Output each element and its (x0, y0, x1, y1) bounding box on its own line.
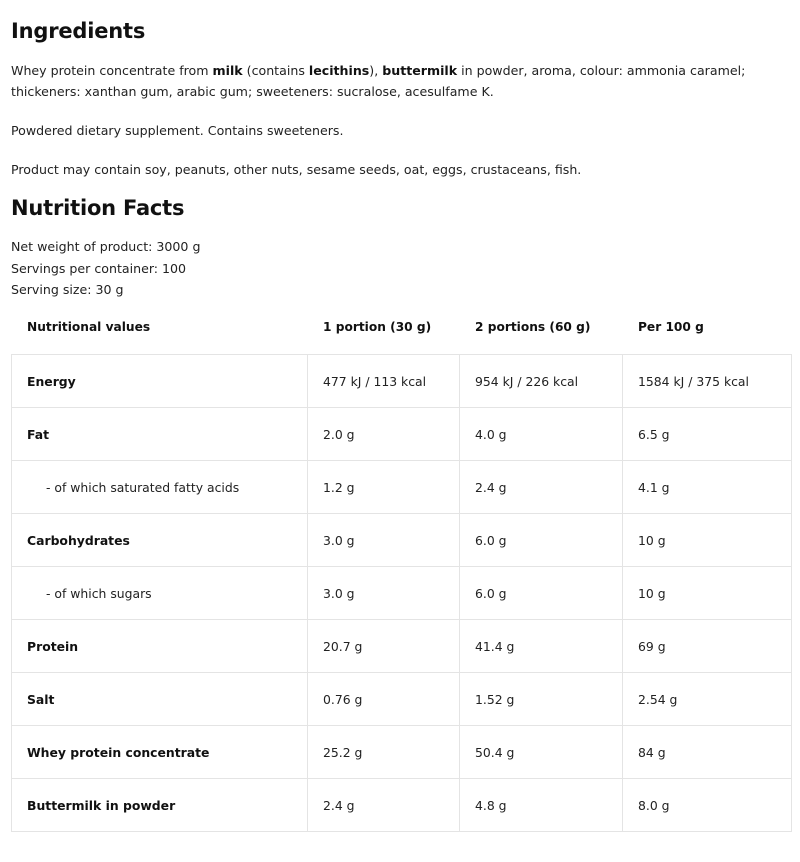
ingredient-highlight: buttermilk (382, 63, 458, 78)
nutrient-name: Carbohydrates (12, 514, 308, 567)
nutrient-value: 69 g (623, 620, 792, 673)
nutrient-value: 477 kJ / 113 kcal (308, 355, 460, 408)
table-row (12, 673, 792, 726)
nutrient-value: 6.0 g (460, 567, 623, 620)
nutrient-value: 954 kJ / 226 kcal (460, 355, 623, 408)
nutrient-value: 2.0 g (308, 408, 460, 461)
nutrient-value: 6.5 g (623, 408, 792, 461)
nutrient-name: - of which saturated fatty acids (12, 461, 308, 514)
nutrient-value: 1.2 g (308, 461, 460, 514)
nutrient-value: 4.0 g (460, 408, 623, 461)
ingredient-text: ), (369, 63, 383, 78)
ingredient-text: Whey protein concentrate from (11, 63, 213, 78)
nutrient-name: - of which sugars (12, 567, 308, 620)
nutrient-value: 3.0 g (308, 514, 460, 567)
table-row (12, 567, 792, 620)
nutrient-name: Protein (12, 620, 308, 673)
nutrient-name: Energy (12, 355, 308, 408)
ingredient-text: in powder, aroma, colour: ammonia caramel; thickeners: xanthan gum, arabic gum; sweeteners: sucralose, acesulfame K. (11, 63, 746, 99)
nutrient-value: 25.2 g (308, 726, 460, 779)
nutrient-value: 10 g (623, 514, 792, 567)
nutrition-facts-heading: Nutrition Facts (11, 196, 185, 220)
nutrient-value: 6.0 g (460, 514, 623, 567)
nutrient-value: 84 g (623, 726, 792, 779)
table-row (12, 514, 792, 567)
table-row (12, 726, 792, 779)
nutrient-value: 20.7 g (308, 620, 460, 673)
servings-per-container: Servings per container: 100 (11, 260, 187, 276)
table-row (12, 461, 792, 514)
nutrient-value: 2.54 g (623, 673, 792, 726)
table-row (12, 620, 792, 673)
nutrient-value: 4.1 g (623, 461, 792, 514)
nutrient-value: 0.76 g (308, 673, 460, 726)
nutrient-value: 10 g (623, 567, 792, 620)
nutrient-value: 41.4 g (460, 620, 623, 673)
nutrient-name: Fat (12, 408, 308, 461)
ingredient-highlight: lecithins (308, 63, 370, 78)
table-row (12, 779, 792, 832)
table-row (12, 408, 792, 461)
nutrition-table (11, 354, 792, 832)
nutrient-value: 1584 kJ / 375 kcal (623, 355, 792, 408)
column-header-nutritional-values: Nutritional values (27, 320, 151, 334)
ingredients-composition (11, 60, 781, 102)
column-header-per-100g: Per 100 g (638, 320, 704, 334)
nutrient-name: Whey protein concentrate (12, 726, 308, 779)
nutrition-table-header (11, 312, 791, 342)
ingredient-highlight: milk (212, 63, 243, 78)
product-meta (11, 236, 200, 301)
supplement-note: Powdered dietary supplement. Contains sweeteners. (11, 123, 344, 138)
ingredient-text: (contains (242, 63, 309, 78)
nutrient-value: 1.52 g (460, 673, 623, 726)
nutrition-table-body (12, 355, 792, 832)
column-header-2-portions: 2 portions (60 g) (475, 320, 591, 334)
nutrient-value: 50.4 g (460, 726, 623, 779)
serving-size: Serving size: 30 g (11, 282, 124, 297)
nutrient-value: 4.8 g (460, 779, 623, 832)
nutrient-value: 3.0 g (308, 567, 460, 620)
net-weight: Net weight of product: 3000 g (11, 239, 201, 254)
nutrient-value: 8.0 g (623, 779, 792, 832)
column-header-1-portion: 1 portion (30 g) (323, 320, 432, 334)
table-row (12, 355, 792, 408)
nutrient-name: Salt (12, 673, 308, 726)
nutrient-name: Buttermilk in powder (12, 779, 308, 832)
allergen-note: Product may contain soy, peanuts, other nuts, sesame seeds, oat, eggs, crustaceans, fish. (11, 162, 582, 177)
nutrient-value: 2.4 g (460, 461, 623, 514)
ingredients-heading: Ingredients (11, 19, 146, 43)
nutrient-value: 2.4 g (308, 779, 460, 832)
